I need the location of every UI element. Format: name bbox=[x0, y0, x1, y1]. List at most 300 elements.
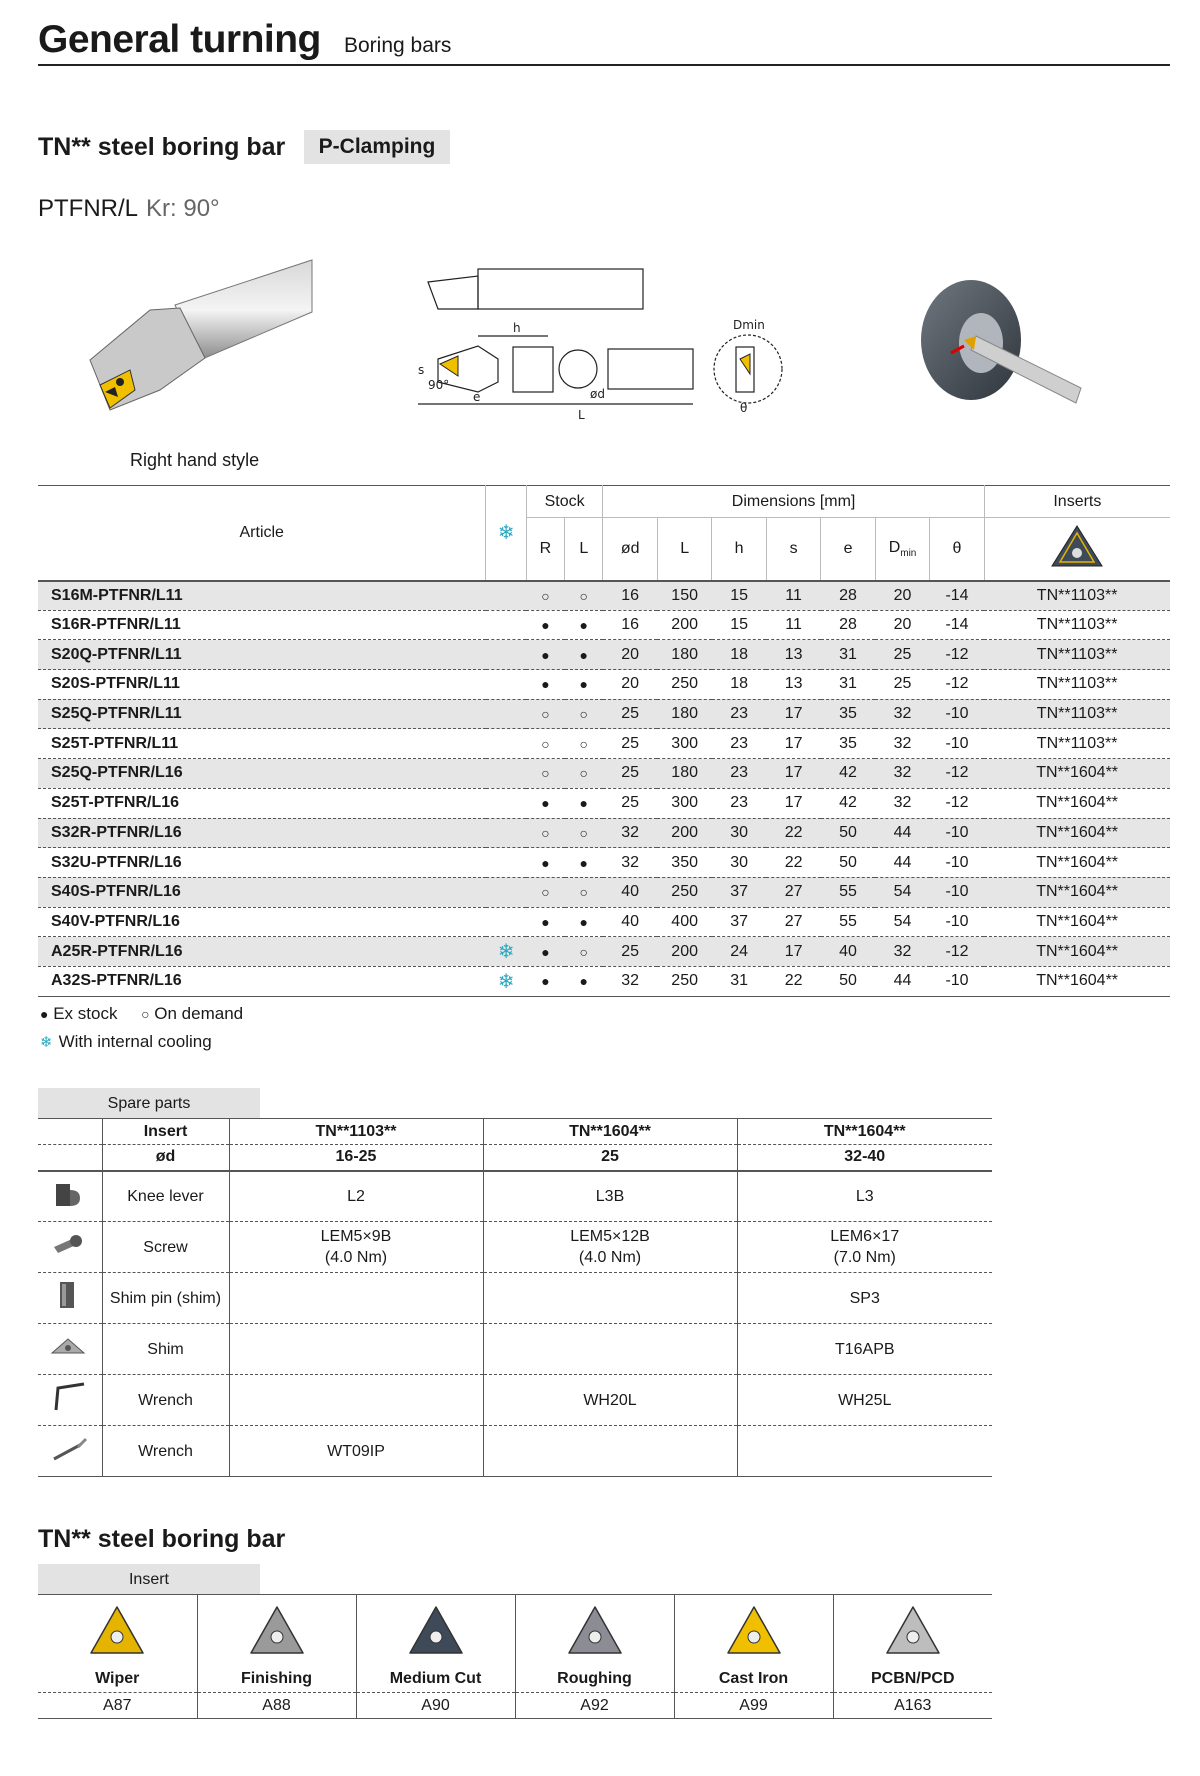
theta-cell: -10 bbox=[930, 877, 984, 907]
page-header bbox=[38, 18, 1170, 66]
stock-r-cell: ○ bbox=[526, 699, 564, 729]
length-cell: 250 bbox=[657, 966, 711, 996]
spare-part-value bbox=[229, 1171, 483, 1222]
length-cell: 200 bbox=[657, 818, 711, 848]
stock-r-cell: ● bbox=[526, 610, 564, 640]
insert-cell: TN**1604** bbox=[984, 848, 1170, 878]
dmin-cell: 54 bbox=[875, 877, 929, 907]
insert-roughing-icon bbox=[515, 1595, 674, 1667]
label-angle: 90° bbox=[428, 378, 450, 392]
stock-l-cell: ○ bbox=[565, 818, 603, 848]
stock-l-cell: ○ bbox=[565, 699, 603, 729]
article-cell: S20Q-PTFNR/L11 bbox=[38, 640, 486, 670]
insert-cell: TN**1604** bbox=[984, 759, 1170, 789]
od-cell: 25 bbox=[603, 759, 657, 789]
label-L: L bbox=[578, 408, 585, 422]
insert-cell: TN**1604** bbox=[984, 788, 1170, 818]
stock-l-cell: ● bbox=[565, 640, 603, 670]
dmin-cell: 44 bbox=[875, 966, 929, 996]
cooling-header-icon: ❄ bbox=[486, 486, 526, 581]
stock-l-cell: ○ bbox=[565, 937, 603, 967]
technical-drawing bbox=[418, 264, 798, 434]
spare-part-value bbox=[229, 1426, 483, 1477]
shim-icon bbox=[38, 1324, 102, 1375]
insert-grade-code: A87 bbox=[38, 1693, 197, 1719]
stock-r-cell: ● bbox=[526, 937, 564, 967]
insert-cell: TN**1103** bbox=[984, 670, 1170, 700]
label-h: h bbox=[513, 321, 521, 335]
insert-grade-code: A90 bbox=[356, 1693, 515, 1719]
s-cell: 22 bbox=[766, 848, 820, 878]
length-cell: 250 bbox=[657, 670, 711, 700]
cooling-cell bbox=[486, 818, 526, 848]
table-row bbox=[38, 670, 1170, 700]
theta-cell: -12 bbox=[930, 640, 984, 670]
spare-part-value bbox=[737, 1324, 992, 1375]
cooling-cell bbox=[486, 729, 526, 759]
theta-cell: -14 bbox=[930, 581, 984, 611]
shim-pin-icon bbox=[38, 1273, 102, 1324]
col-h: h bbox=[712, 518, 766, 581]
insert-cast-iron-icon bbox=[674, 1595, 833, 1667]
dmin-cell: 32 bbox=[875, 937, 929, 967]
spare-insert-2: TN**1604** bbox=[483, 1119, 737, 1145]
article-cell: S25Q-PTFNR/L16 bbox=[38, 759, 486, 789]
spare-value-line: LEM5×12B bbox=[570, 1228, 650, 1245]
length-cell: 350 bbox=[657, 848, 711, 878]
table-row bbox=[38, 848, 1170, 878]
stock-l-cell: ○ bbox=[565, 729, 603, 759]
spare-row bbox=[38, 1426, 992, 1477]
article-cell: S40S-PTFNR/L16 bbox=[38, 877, 486, 907]
length-cell: 180 bbox=[657, 759, 711, 789]
theta-cell: -10 bbox=[930, 818, 984, 848]
spare-row bbox=[38, 1273, 992, 1324]
insert-pcbn-pcd-icon bbox=[833, 1595, 992, 1667]
e-cell: 42 bbox=[821, 788, 875, 818]
dmin-cell: 54 bbox=[875, 907, 929, 937]
legend-on-demand: On demand bbox=[154, 1004, 244, 1023]
stock-r-cell: ● bbox=[526, 907, 564, 937]
s-cell: 17 bbox=[766, 759, 820, 789]
h-cell: 30 bbox=[712, 848, 766, 878]
h-cell: 15 bbox=[712, 581, 766, 611]
stock-r-cell: ○ bbox=[526, 877, 564, 907]
table-row bbox=[38, 818, 1170, 848]
length-cell: 300 bbox=[657, 729, 711, 759]
theta-cell: -12 bbox=[930, 759, 984, 789]
insert-medium-cut-icon bbox=[356, 1595, 515, 1667]
table-row bbox=[38, 699, 1170, 729]
theta-cell: -10 bbox=[930, 966, 984, 996]
stock-l-cell: ○ bbox=[565, 759, 603, 789]
e-cell: 50 bbox=[821, 966, 875, 996]
table-row bbox=[38, 966, 1170, 996]
stock-r-cell: ○ bbox=[526, 759, 564, 789]
od-cell: 25 bbox=[603, 729, 657, 759]
insert-tab: Insert bbox=[38, 1564, 260, 1594]
table-row bbox=[38, 937, 1170, 967]
insert-grade-name: Finishing bbox=[197, 1667, 356, 1693]
spare-value-line: (4.0 Nm) bbox=[578, 1249, 642, 1266]
theta-cell: -10 bbox=[930, 729, 984, 759]
article-cell: S32U-PTFNR/L16 bbox=[38, 848, 486, 878]
insert-grade-code: A163 bbox=[833, 1693, 992, 1719]
stock-l-cell: ● bbox=[565, 848, 603, 878]
legend-stock: ● Ex stock ○ On demand bbox=[40, 1004, 244, 1023]
theta-cell: -10 bbox=[930, 699, 984, 729]
spare-part-value bbox=[737, 1222, 992, 1273]
spare-part-value bbox=[229, 1375, 483, 1426]
legend-ex-stock: Ex stock bbox=[53, 1004, 118, 1023]
dmin-cell: 44 bbox=[875, 818, 929, 848]
od-cell: 32 bbox=[603, 818, 657, 848]
spare-value-line: (7.0 Nm) bbox=[833, 1249, 896, 1266]
spare-part-value bbox=[229, 1324, 483, 1375]
insert-cell: TN**1604** bbox=[984, 907, 1170, 937]
product-code bbox=[38, 195, 220, 223]
theta-cell: -14 bbox=[930, 610, 984, 640]
col-l-stock: L bbox=[565, 518, 603, 581]
h-cell: 23 bbox=[712, 788, 766, 818]
theta-cell: -12 bbox=[930, 937, 984, 967]
h-cell: 37 bbox=[712, 877, 766, 907]
article-cell: S25Q-PTFNR/L11 bbox=[38, 699, 486, 729]
screw-icon bbox=[38, 1222, 102, 1273]
e-cell: 50 bbox=[821, 848, 875, 878]
e-cell: 40 bbox=[821, 937, 875, 967]
stock-l-cell: ● bbox=[565, 966, 603, 996]
stock-header: Stock bbox=[526, 486, 603, 518]
od-cell: 25 bbox=[603, 699, 657, 729]
page-subtitle: Boring bars bbox=[344, 34, 452, 57]
s-cell: 11 bbox=[766, 610, 820, 640]
dmin-cell: 32 bbox=[875, 729, 929, 759]
boring-bar-image bbox=[80, 250, 315, 425]
table-row bbox=[38, 759, 1170, 789]
article-cell: A25R-PTFNR/L16 bbox=[38, 937, 486, 967]
cooling-cell: ❄ bbox=[486, 937, 526, 967]
h-cell: 37 bbox=[712, 907, 766, 937]
od-cell: 40 bbox=[603, 907, 657, 937]
cooling-cell bbox=[486, 907, 526, 937]
spare-parts-tab: Spare parts bbox=[38, 1088, 260, 1118]
cooling-cell bbox=[486, 848, 526, 878]
insert-grade-name: Wiper bbox=[38, 1667, 197, 1693]
label-theta: θ bbox=[740, 401, 748, 415]
dmin-cell: 25 bbox=[875, 670, 929, 700]
dimensions-header: Dimensions [mm] bbox=[603, 486, 984, 518]
s-cell: 17 bbox=[766, 788, 820, 818]
h-cell: 23 bbox=[712, 699, 766, 729]
stock-r-cell: ● bbox=[526, 640, 564, 670]
spare-part-value bbox=[483, 1375, 737, 1426]
insert-cell: TN**1103** bbox=[984, 640, 1170, 670]
h-cell: 23 bbox=[712, 759, 766, 789]
dmin-cell: 32 bbox=[875, 759, 929, 789]
label-e: e bbox=[473, 390, 481, 404]
knee-lever-icon bbox=[38, 1171, 102, 1222]
insert-section-title: TN** steel boring bar bbox=[38, 1525, 286, 1553]
boring-application-image bbox=[916, 278, 1086, 418]
spare-value-line: L3B bbox=[595, 1187, 625, 1205]
insert-triangle-icon bbox=[984, 518, 1170, 581]
theta-cell: -10 bbox=[930, 907, 984, 937]
spare-part-value bbox=[737, 1171, 992, 1222]
dmin-cell: 44 bbox=[875, 848, 929, 878]
spare-part-name: Knee lever bbox=[102, 1171, 229, 1222]
h-cell: 18 bbox=[712, 670, 766, 700]
dmin-cell: 25 bbox=[875, 640, 929, 670]
length-cell: 300 bbox=[657, 788, 711, 818]
cooling-cell bbox=[486, 670, 526, 700]
insert-cell: TN**1103** bbox=[984, 729, 1170, 759]
cooling-cell bbox=[486, 788, 526, 818]
s-cell: 22 bbox=[766, 818, 820, 848]
stock-l-cell: ● bbox=[565, 907, 603, 937]
stock-l-cell: ● bbox=[565, 610, 603, 640]
spare-value-line: L3 bbox=[855, 1187, 874, 1205]
insert-wiper-icon bbox=[38, 1595, 197, 1667]
insert-grade-code: A88 bbox=[197, 1693, 356, 1719]
spare-range-3: 32-40 bbox=[737, 1145, 992, 1171]
insert-cell: TN**1604** bbox=[984, 818, 1170, 848]
spare-value-line: T16APB bbox=[834, 1340, 895, 1358]
e-cell: 50 bbox=[821, 818, 875, 848]
spare-part-value bbox=[483, 1324, 737, 1375]
e-cell: 31 bbox=[821, 670, 875, 700]
insert-cell: TN**1604** bbox=[984, 937, 1170, 967]
stock-r-cell: ○ bbox=[526, 729, 564, 759]
spare-value-line: SP3 bbox=[849, 1289, 880, 1307]
table-row bbox=[38, 640, 1170, 670]
table-row bbox=[38, 610, 1170, 640]
cooling-cell bbox=[486, 581, 526, 611]
spare-value-line: WH20L bbox=[583, 1391, 637, 1409]
dmin-cell: 20 bbox=[875, 581, 929, 611]
s-cell: 27 bbox=[766, 877, 820, 907]
insert-cell: TN**1604** bbox=[984, 966, 1170, 996]
h-cell: 23 bbox=[712, 729, 766, 759]
insert-grades-table bbox=[38, 1594, 992, 1719]
cooling-cell bbox=[486, 640, 526, 670]
s-cell: 27 bbox=[766, 907, 820, 937]
spare-value-line: (4.0 Nm) bbox=[324, 1249, 388, 1266]
length-cell: 180 bbox=[657, 699, 711, 729]
length-cell: 200 bbox=[657, 937, 711, 967]
spare-row bbox=[38, 1171, 992, 1222]
insert-grade-name: Roughing bbox=[515, 1667, 674, 1693]
cooling-cell bbox=[486, 699, 526, 729]
od-cell: 40 bbox=[603, 877, 657, 907]
s-cell: 17 bbox=[766, 699, 820, 729]
table-row bbox=[38, 581, 1170, 611]
spare-part-value bbox=[737, 1273, 992, 1324]
col-dmin: $D_{min}$ bbox=[875, 518, 929, 581]
spare-od-label: ød bbox=[102, 1145, 229, 1171]
dmin-cell: 20 bbox=[875, 610, 929, 640]
dmin-cell: 32 bbox=[875, 788, 929, 818]
col-theta: θ bbox=[930, 518, 984, 581]
od-cell: 25 bbox=[603, 937, 657, 967]
e-cell: 55 bbox=[821, 877, 875, 907]
spare-value-line: WT09IP bbox=[327, 1442, 385, 1460]
h-cell: 30 bbox=[712, 818, 766, 848]
torx-wrench-icon bbox=[38, 1426, 102, 1477]
spare-row bbox=[38, 1222, 992, 1273]
od-cell: 32 bbox=[603, 848, 657, 878]
spare-value-line: L2 bbox=[347, 1187, 365, 1205]
insert-cell: TN**1604** bbox=[984, 877, 1170, 907]
spare-part-name: Wrench bbox=[102, 1426, 229, 1477]
col-s: s bbox=[766, 518, 820, 581]
page-title: General turning bbox=[38, 18, 321, 61]
stock-r-cell: ○ bbox=[526, 818, 564, 848]
col-e: e bbox=[821, 518, 875, 581]
spare-value-line: LEM6×17 bbox=[830, 1228, 900, 1245]
insert-grade-name: Medium Cut bbox=[356, 1667, 515, 1693]
spare-range-1: 16-25 bbox=[229, 1145, 483, 1171]
od-cell: 25 bbox=[603, 788, 657, 818]
insert-cell: TN**1103** bbox=[984, 699, 1170, 729]
boring-bar-table bbox=[38, 485, 1170, 997]
spare-part-value bbox=[737, 1426, 992, 1477]
stock-l-cell: ○ bbox=[565, 581, 603, 611]
s-cell: 13 bbox=[766, 640, 820, 670]
spare-insert-3: TN**1604** bbox=[737, 1119, 992, 1145]
stock-l-cell: ● bbox=[565, 670, 603, 700]
cooling-icon: ❄ bbox=[40, 1034, 53, 1051]
table-row bbox=[38, 907, 1170, 937]
clamping-badge: P-Clamping bbox=[304, 130, 450, 164]
inserts-header: Inserts bbox=[984, 486, 1170, 518]
insert-grade-code: A99 bbox=[674, 1693, 833, 1719]
od-cell: 16 bbox=[603, 581, 657, 611]
spare-part-value bbox=[737, 1375, 992, 1426]
spare-insert-label: Insert bbox=[102, 1119, 229, 1145]
spare-part-name: Wrench bbox=[102, 1375, 229, 1426]
spare-part-name: Shim bbox=[102, 1324, 229, 1375]
spare-insert-1: TN**1103** bbox=[229, 1119, 483, 1145]
article-cell: S20S-PTFNR/L11 bbox=[38, 670, 486, 700]
spare-part-value bbox=[229, 1273, 483, 1324]
s-cell: 17 bbox=[766, 729, 820, 759]
wrench-icon bbox=[38, 1375, 102, 1426]
cooling-cell bbox=[486, 877, 526, 907]
product-code-text: PTFNR/L bbox=[38, 195, 139, 222]
stock-r-cell: ○ bbox=[526, 581, 564, 611]
spare-part-value bbox=[483, 1222, 737, 1273]
cooling-cell bbox=[486, 759, 526, 789]
h-cell: 15 bbox=[712, 610, 766, 640]
stock-r-cell: ● bbox=[526, 670, 564, 700]
length-cell: 150 bbox=[657, 581, 711, 611]
e-cell: 35 bbox=[821, 729, 875, 759]
table-row bbox=[38, 729, 1170, 759]
spare-part-name: Shim pin (shim) bbox=[102, 1273, 229, 1324]
theta-cell: -10 bbox=[930, 848, 984, 878]
e-cell: 42 bbox=[821, 759, 875, 789]
spare-part-value bbox=[483, 1171, 737, 1222]
stock-l-cell: ○ bbox=[565, 877, 603, 907]
length-cell: 250 bbox=[657, 877, 711, 907]
insert-grade-name: PCBN/PCD bbox=[833, 1667, 992, 1693]
spare-parts-table bbox=[38, 1118, 992, 1477]
spare-value-line: LEM5×9B bbox=[320, 1228, 392, 1245]
s-cell: 11 bbox=[766, 581, 820, 611]
stock-r-cell: ● bbox=[526, 966, 564, 996]
spare-part-value bbox=[229, 1222, 483, 1273]
article-cell: S16R-PTFNR/L11 bbox=[38, 610, 486, 640]
col-r: R bbox=[526, 518, 564, 581]
col-od: ød bbox=[603, 518, 657, 581]
stock-r-cell: ● bbox=[526, 848, 564, 878]
cooling-cell: ❄ bbox=[486, 966, 526, 996]
s-cell: 22 bbox=[766, 966, 820, 996]
section-title: TN** steel boring bar bbox=[38, 133, 286, 161]
label-dmin: Dmin bbox=[733, 318, 765, 332]
od-cell: 16 bbox=[603, 610, 657, 640]
table-row bbox=[38, 877, 1170, 907]
spare-part-value bbox=[483, 1426, 737, 1477]
s-cell: 17 bbox=[766, 937, 820, 967]
label-s: s bbox=[418, 363, 425, 377]
e-cell: 35 bbox=[821, 699, 875, 729]
kr-angle: Kr: 90° bbox=[146, 195, 220, 222]
spare-range-2: 25 bbox=[483, 1145, 737, 1171]
e-cell: 28 bbox=[821, 610, 875, 640]
e-cell: 28 bbox=[821, 581, 875, 611]
label-od: ød bbox=[590, 387, 605, 401]
spare-row bbox=[38, 1375, 992, 1426]
article-cell: S16M-PTFNR/L11 bbox=[38, 581, 486, 611]
e-cell: 55 bbox=[821, 907, 875, 937]
article-cell: S25T-PTFNR/L11 bbox=[38, 729, 486, 759]
legend bbox=[40, 1000, 243, 1057]
spare-part-name: Screw bbox=[102, 1222, 229, 1273]
insert-grade-code: A92 bbox=[515, 1693, 674, 1719]
insert-cell: TN**1103** bbox=[984, 581, 1170, 611]
dmin-cell: 32 bbox=[875, 699, 929, 729]
article-cell: A32S-PTFNR/L16 bbox=[38, 966, 486, 996]
theta-cell: -12 bbox=[930, 788, 984, 818]
legend-cooling: ❄ With internal cooling bbox=[40, 1032, 212, 1051]
length-cell: 400 bbox=[657, 907, 711, 937]
e-cell: 31 bbox=[821, 640, 875, 670]
insert-cell: TN**1103** bbox=[984, 610, 1170, 640]
article-cell: S40V-PTFNR/L16 bbox=[38, 907, 486, 937]
insert-grade-name: Cast Iron bbox=[674, 1667, 833, 1693]
cooling-cell bbox=[486, 610, 526, 640]
table-row bbox=[38, 788, 1170, 818]
image-caption: Right hand style bbox=[130, 450, 260, 470]
article-header: Article bbox=[38, 486, 486, 581]
insert-finishing-icon bbox=[197, 1595, 356, 1667]
spare-part-value bbox=[483, 1273, 737, 1324]
length-cell: 180 bbox=[657, 640, 711, 670]
spare-value-line: WH25L bbox=[838, 1391, 892, 1409]
col-length: L bbox=[657, 518, 711, 581]
article-cell: S32R-PTFNR/L16 bbox=[38, 818, 486, 848]
od-cell: 20 bbox=[603, 670, 657, 700]
theta-cell: -12 bbox=[930, 670, 984, 700]
stock-r-cell: ● bbox=[526, 788, 564, 818]
h-cell: 31 bbox=[712, 966, 766, 996]
h-cell: 24 bbox=[712, 937, 766, 967]
s-cell: 13 bbox=[766, 670, 820, 700]
h-cell: 18 bbox=[712, 640, 766, 670]
article-cell: S25T-PTFNR/L16 bbox=[38, 788, 486, 818]
